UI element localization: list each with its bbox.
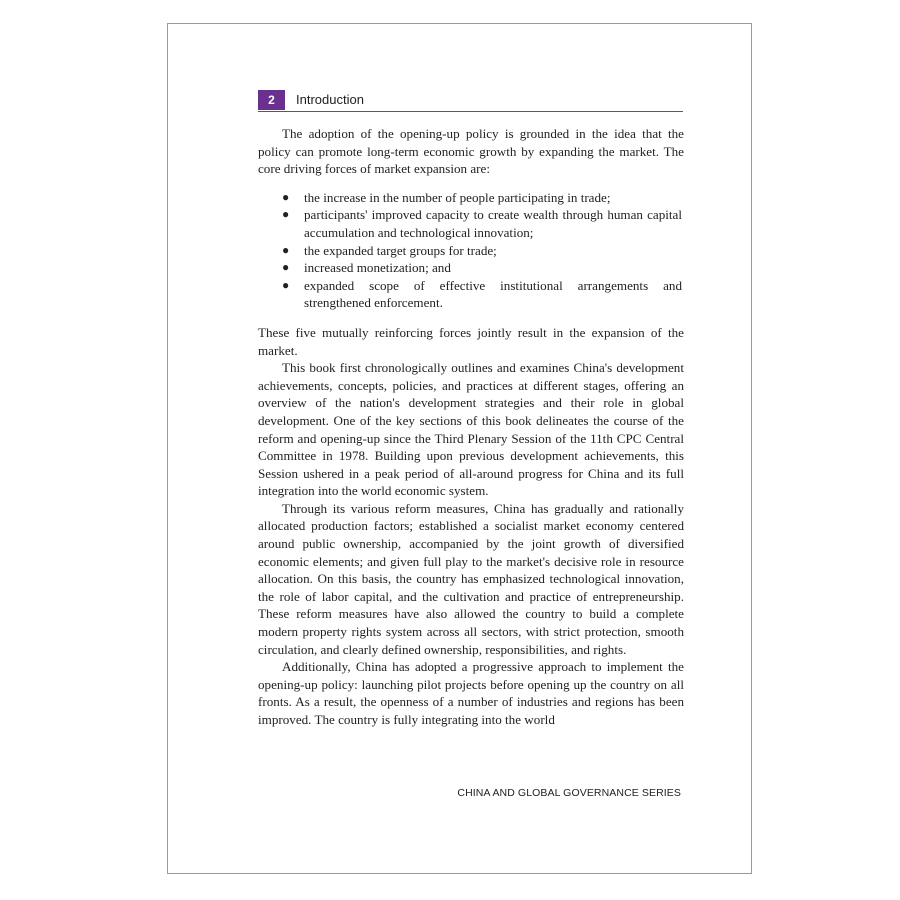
- list-item: [258, 206, 684, 241]
- bullet-icon: ●: [282, 242, 290, 257]
- list-item: [258, 277, 684, 312]
- bullet-icon: ●: [282, 260, 290, 275]
- bullet-list: [258, 189, 684, 312]
- running-header: [258, 90, 683, 112]
- list-item-text: increased monetization; and: [304, 260, 451, 276]
- list-item-text: expanded scope of effective institutional arrangements and strengthened enforcement.: [304, 277, 682, 311]
- intro-paragraph: The adoption of the opening-up policy is grounded in the idea that the policy can promote long-term economic growth by expanding the market. The core driving forces of market expansion are:: [258, 126, 684, 177]
- chapter-title: Introduction: [296, 92, 364, 107]
- list-item-text: the expanded target groups for trade;: [304, 242, 497, 258]
- book-page: [167, 23, 752, 874]
- list-item-text: the increase in the number of people participating in trade;: [304, 189, 611, 205]
- bullet-icon: ●: [282, 207, 290, 222]
- list-item: [258, 259, 684, 277]
- series-footer: CHINA AND GLOBAL GOVERNANCE SERIES: [457, 787, 681, 799]
- list-item-text: participants' improved capacity to create wealth through human capital accumulation and technological innovation;: [304, 207, 682, 240]
- bullet-icon: ●: [282, 277, 290, 292]
- paragraph: Through its various reform measures, China has gradually and rationally allocated production factors; established a socialist market economy centered around public ownership, accompanied by the joint growth of diversified economic elements; and given full play to the market's decisive role in resource allocation. On this basis, the country has emphasized technological innovation, the role of labor capital, and the cultivation and practice of entrepreneurship. These reform measures have also allowed the country to build a complete modern property rights system across all sectors, with strict protection, smooth circulation, and clearly defined ownership, responsibilities, and rights.: [258, 500, 684, 657]
- paragraph: Additionally, China has adopted a progressive approach to implement the opening-up policy: launching pilot projects before opening up the country on all fronts. As a result, the openness of a number of industries and regions has been improved. The country is fully integrating into the world: [258, 659, 684, 727]
- paragraph: This book first chronologically outlines and examines China's development achievements, concepts, policies, and practices at different stages, offering an overview of the nation's development strategies and their role in global development. One of the key sections of this book delineates the course of the reform and opening-up since the Third Plenary Session of the 11th CPC Central Committee in 1978. Building upon previous development achievements, this Session ushered in a peak period of all-around progress for China and its full integration into the world economic system.: [258, 360, 684, 499]
- page-number: 2: [258, 90, 285, 110]
- list-item: [258, 189, 684, 207]
- body-text: [258, 125, 684, 729]
- bullet-icon: ●: [282, 189, 290, 204]
- list-item: [258, 242, 684, 260]
- paragraph: These five mutually reinforcing forces jointly result in the expansion of the market.: [258, 324, 684, 358]
